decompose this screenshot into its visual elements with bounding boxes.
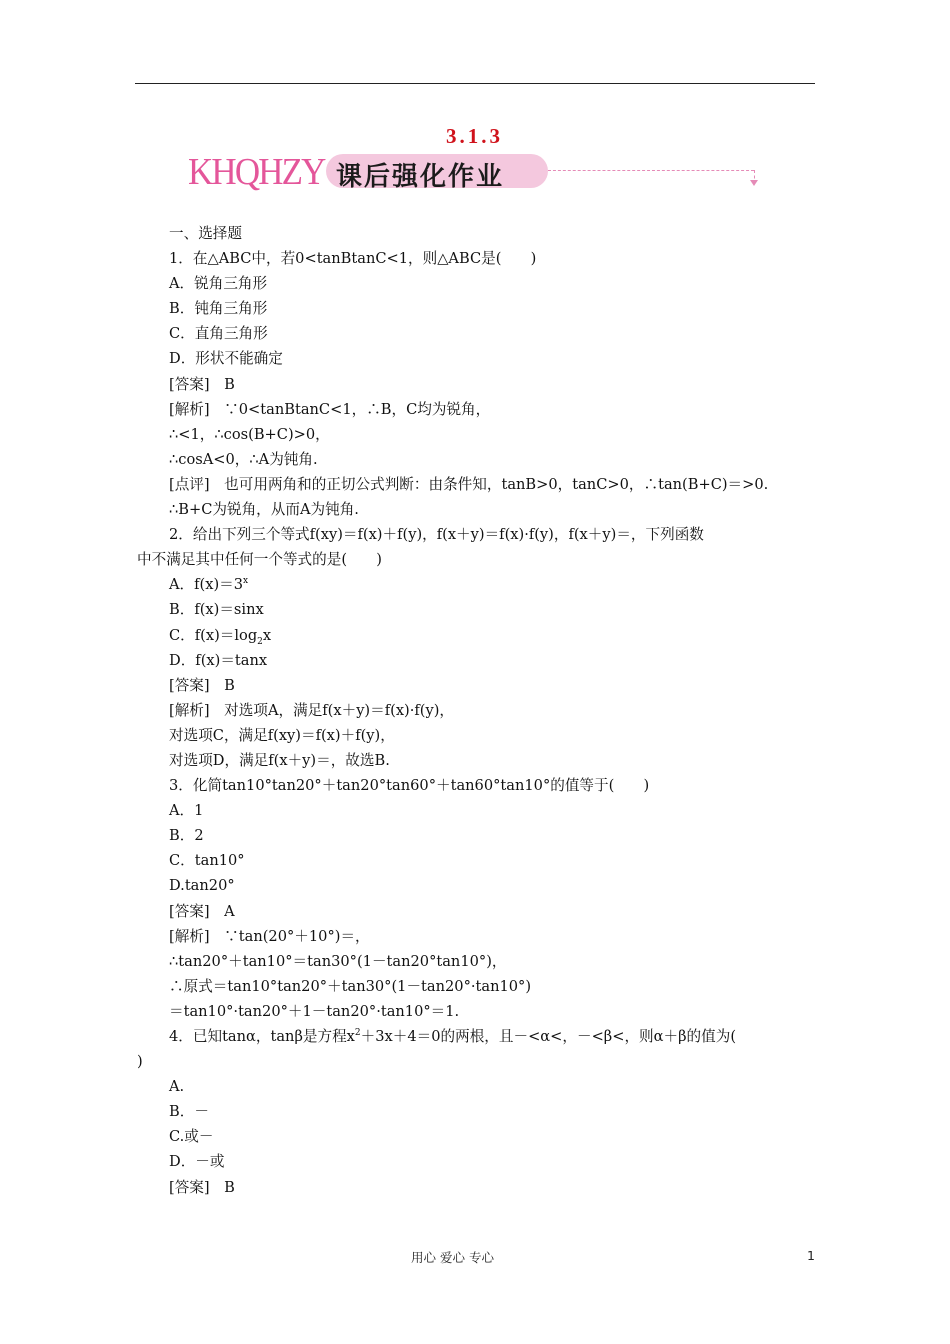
- q1-analysis: [解析] ∵0<tanBtanC<1，∴B，C均为锐角，: [169, 400, 491, 418]
- q2-option-d: D．f(x)＝tanx: [169, 651, 268, 669]
- header-rule: [135, 83, 815, 84]
- q3-option-c: C．tan10°: [169, 852, 245, 870]
- title-banner: [186, 148, 766, 198]
- q2-answer: [答案] B: [169, 676, 235, 694]
- q1-answer: [答案] B: [169, 375, 235, 393]
- page-footer: [0, 1248, 950, 1268]
- banner-logo: KHQHZY: [188, 151, 325, 193]
- banner-dashed-line: [548, 170, 754, 171]
- page-number: 1: [807, 1248, 815, 1263]
- q4-option-b: B．－: [169, 1103, 209, 1121]
- q2-option-b: B．f(x)＝sinx: [169, 601, 264, 619]
- q3-analysis-line: ∴tan20°＋tan10°＝tan30°(1－tan20°tan10°)，: [169, 952, 507, 970]
- question-2-continued: 中不满足其中任何一个等式的是( ): [137, 551, 382, 569]
- banner-arrow-icon: [750, 180, 758, 186]
- q3-answer: [答案] A: [169, 902, 235, 920]
- q4-option-d: D．－或: [169, 1153, 225, 1171]
- q3-option-b: B．2: [169, 827, 204, 845]
- q4-option-a: A.: [169, 1078, 185, 1096]
- q3-option-a: A．1: [169, 802, 204, 820]
- question-3: 3．化简tan10°tan20°＋tan20°tan60°＋tan60°tan10°的值等于( ): [169, 777, 650, 795]
- q2-analysis-line: 对选项C，满足f(xy)＝f(x)＋f(y)，: [169, 726, 395, 744]
- q1-comment-line: ∴B+C为锐角，从而A为钝角.: [169, 501, 359, 519]
- q1-analysis-line: ∴<1，∴cos(B+C)>0，: [169, 425, 330, 443]
- section-number: 3.1.3: [446, 124, 503, 148]
- section-heading: 一、选择题: [169, 225, 242, 242]
- question-4: 4．已知tanα，tanβ是方程$x^2+3x+4=0$的两根，且－<α<，－<β<，则α＋β的值为(: [169, 1028, 737, 1045]
- q1-option-c: C．直角三角形: [169, 325, 268, 343]
- q2-analysis: [解析] 对选项A，满足f(x＋y)＝f(x)·f(y)，: [169, 701, 455, 719]
- q2-option-c: C．$f(x)=\log_2x$: [169, 626, 272, 647]
- q1-option-b: B．钝角三角形: [169, 300, 268, 318]
- q3-analysis: [解析] ∵tan(20°＋10°)＝，: [169, 927, 370, 945]
- q3-analysis-line: ∴原式＝tan10°tan20°＋tan30°(1－tan20°·tan10°): [169, 977, 532, 995]
- question-1: 1．在△ABC中，若0<tanBtanC<1，则△ABC是( ): [169, 250, 537, 268]
- q1-option-d: D．形状不能确定: [169, 350, 283, 368]
- q3-option-d: D.tan20°: [169, 877, 235, 895]
- q1-comment: [点评] 也可用两角和的正切公式判断：由条件知，tanB>0，tanC>0，∴tan(B+C)＝>0.: [169, 475, 769, 493]
- question-2: 2．给出下列三个等式f(xy)＝f(x)＋f(y)，f(x＋y)＝f(x)·f(y)，f(x＋y)＝，下列函数: [169, 526, 704, 544]
- q4-answer: [答案] B: [169, 1178, 235, 1196]
- q3-analysis-line: ＝tan10°·tan20°＋1－tan20°·tan10°＝1.: [169, 1002, 460, 1020]
- q1-analysis-line: ∴cosA<0，∴A为钝角.: [169, 450, 318, 468]
- q2-analysis-line: 对选项D，满足f(x＋y)＝，故选B.: [169, 751, 390, 769]
- q2-option-a: A．$f(x)=3^x$: [169, 576, 249, 594]
- question-4-continued: ): [137, 1053, 143, 1071]
- q4-option-c: C.或－: [169, 1128, 214, 1146]
- exercise-body: [137, 221, 817, 1200]
- banner-title: 课后强化作业: [336, 162, 505, 192]
- footer-text: 用心 爱心 专心: [411, 1250, 494, 1265]
- q1-option-a: A．锐角三角形: [169, 275, 268, 293]
